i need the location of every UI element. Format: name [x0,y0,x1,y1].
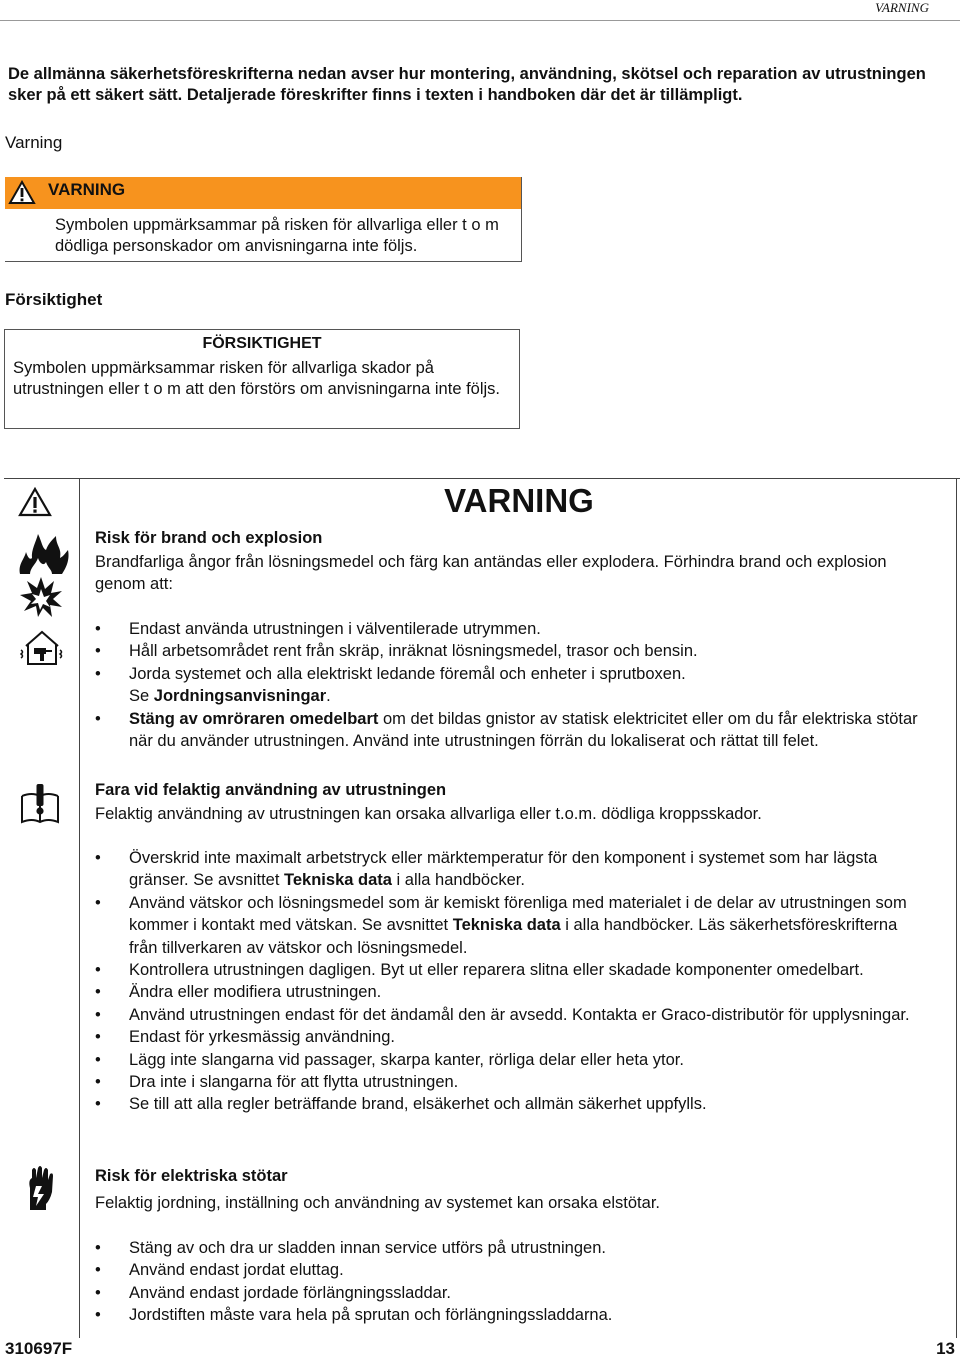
list-item: • Kontrollera utrustningen dagligen. Byt ut eller reparera slitna eller skadade komponenter omedelbart. [95,959,925,981]
list-item: • Stäng av omröraren omedelbart om det bildas gnistor av statisk elektricitet eller om du får elektriska stötar när du använder utrustningen. Använd inte utrustningen förrän du lokaliserat och rättat till felet. [95,708,925,753]
misuse-hazard-title: Fara vid felaktig användning av utrustningen [95,781,447,799]
list-item: • Håll arbetsområdet rent från skräp, inräknat lösningsmedel, trasor och bensin. [95,640,925,662]
electric-hazard-title: Risk för elektriska stötar [95,1167,288,1185]
varning-section-label: Varning [5,133,63,152]
list-item: • Stäng av och dra ur sladden innan service utförs på utrustningen. [95,1237,925,1259]
caution-box-text: Symbolen uppmärksammar risken för allvarliga skador på utrustningen eller t o m att den förstörs om anvisningarna inte följs. [13,359,500,398]
warning-triangle-icon [8,180,36,205]
header-section-title: VARNING [875,0,929,15]
electric-hazard-bullets [95,1237,925,1327]
electric-shock-icon [22,1164,58,1212]
list-item: • Ändra eller modifiera utrustningen. [95,981,925,1003]
warning-triangle-icon [18,487,52,517]
fire-hazard-bullets [95,618,925,752]
list-item: • Använd vätskor och lösningsmedel som är kemiskt förenliga med materialet i de delar av utrustningen som kommer i kontakt med vätskan. Se avsnittet Tekniska data i alla handböcker. Läs säkerhetsföreskrifterna från tillverkaren av vätskor och lösningsmedel. [95,892,925,959]
ventilation-icon [20,626,64,668]
explosion-icon [18,575,64,619]
intro-paragraph: De allmänna säkerhetsföreskrifterna nedan avser hur montering, användning, skötsel och reparation av utrustningen sker på ett säkert sätt. Detaljerade föreskrifter finns i texten i handboken där det är tillämpligt. [8,65,926,104]
list-item: • Jordstiften måste vara hela på sprutan och förlängningssladdarna. [95,1304,925,1326]
list-item: • Lägg inte slangarna vid passager, skarpa kanter, rörliga delar eller heta ytor. [95,1049,925,1071]
misuse-hazard-bullets [95,847,925,1116]
list-item: • Använd endast jordat eluttag. [95,1259,925,1281]
hazard-table-right-border [956,478,957,1338]
electric-hazard-text: Felaktig jordning, inställning och användning av systemet kan orsaka elstötar. [95,1194,660,1212]
warning-bar [5,177,521,209]
grounding-reference: Jordningsanvisningar [153,687,327,706]
warning-box-title: VARNING [48,180,126,199]
document-number: 310697F [5,1339,73,1358]
list-item: • Överskrid inte maximalt arbetstryck eller märktemperatur för den komponent i systemet som har lägsta gränser. Se avsnittet Tekniska data i alla handböcker. [95,847,925,892]
warning-box [5,177,522,262]
list-item: • Använd utrustningen endast för det ändamål den är avsedd. Kontakta er Graco-distributör för upplysningar. [95,1004,925,1026]
list-item: • Jorda systemet och alla elektriskt ledande föremål och enheter i sprutboxen. Se Jordningsanvisningar. [95,663,925,708]
warning-box-text: Symbolen uppmärksammar på risken för allvarliga eller t o m dödliga personskador om anvisningarna inte följs. [55,216,499,255]
list-item: • Dra inte i slangarna för att flytta utrustningen. [95,1071,925,1093]
fire-hazard-title: Risk för brand och explosion [95,529,323,547]
fire-hazard-text: Brandfarliga ångor från lösningsmedel och färg kan antändas eller explodera. Förhindra brand och explosion genom att: [95,553,887,593]
page-number: 13 [936,1339,955,1358]
misuse-hazard-text: Felaktig användning av utrustningen kan orsaka allvarliga eller t.o.m. dödliga kroppsskador. [95,805,762,823]
header-rule [0,20,960,21]
list-item: • Endast för yrkesmässig användning. [95,1026,925,1048]
forsiktighet-section-label: Försiktighet [5,290,103,309]
caution-box [4,329,520,429]
list-item: • Endast använda utrustningen i välventilerade utrymmen. [95,618,925,640]
list-item: • Se till att alla regler beträffande brand, elsäkerhet och allmän säkerhet uppfylls. [95,1093,925,1115]
main-warning-title: VARNING [444,482,594,519]
fire-icon [16,530,72,576]
list-item: • Använd endast jordade förlängningssladdar. [95,1282,925,1304]
caution-box-title: FÖRSIKTIGHET [202,335,322,352]
icon-column-divider [79,478,80,1338]
manual-icon [18,782,62,826]
